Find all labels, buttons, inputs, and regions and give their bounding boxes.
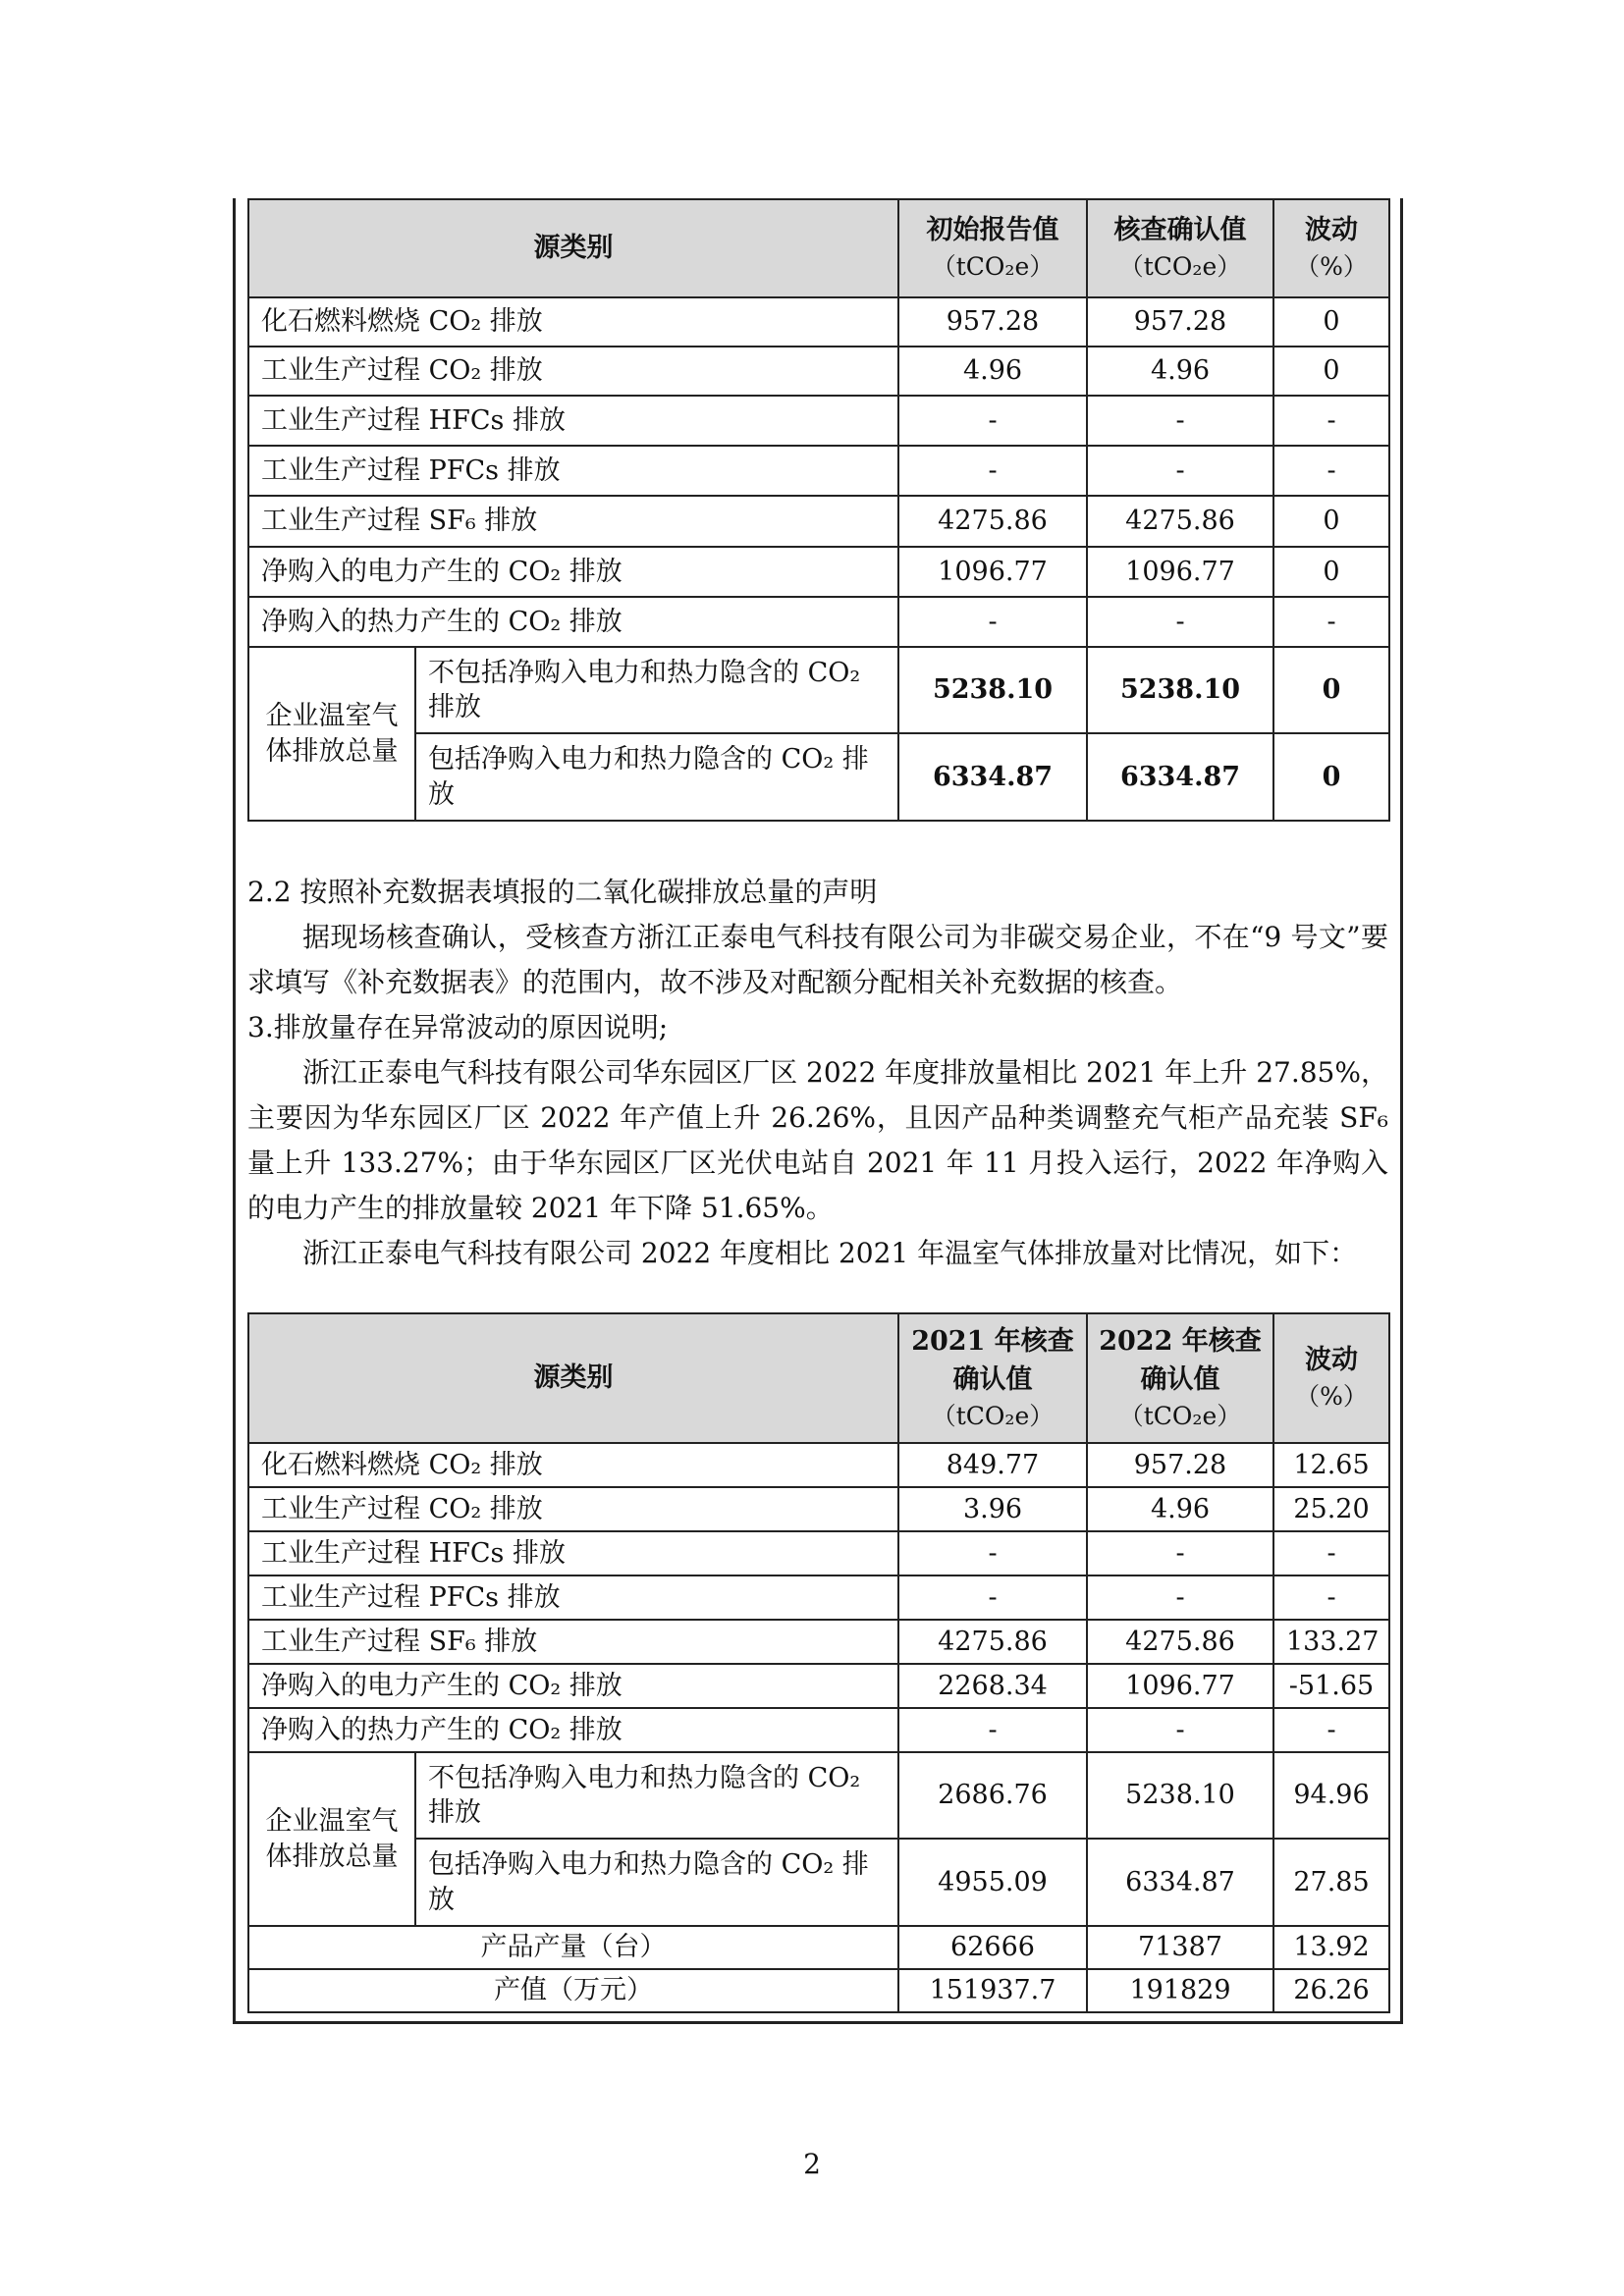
row-label: 产值（万元） (248, 1969, 898, 2012)
row-label: 工业生产过程 PFCs 排放 (248, 446, 898, 496)
table-row (248, 297, 1389, 347)
header-source: 源类别 (248, 1313, 898, 1443)
table-row (248, 547, 1389, 597)
cell-value: - (1273, 1708, 1389, 1752)
row-label: 工业生产过程 HFCs 排放 (248, 1531, 898, 1575)
row-label: 工业生产过程 CO₂ 排放 (248, 1487, 898, 1531)
table-row (248, 1531, 1389, 1575)
cell-value: 12.65 (1273, 1443, 1389, 1487)
cell-value: - (898, 1575, 1087, 1620)
header-verified: 核查确认值 （tCO₂e） (1087, 199, 1273, 297)
cell-value: 3.96 (898, 1487, 1087, 1531)
cell-value: 71387 (1087, 1926, 1273, 1969)
table-header-row (248, 1313, 1389, 1443)
row-label: 不包括净购入电力和热力隐含的 CO₂ 排放 (415, 647, 898, 733)
header-fluctuation: 波动 （%） (1273, 199, 1389, 297)
table-row (248, 597, 1389, 647)
table-header-row (248, 199, 1389, 297)
row-label: 净购入的热力产生的 CO₂ 排放 (248, 597, 898, 647)
cell-value: 6334.87 (1087, 733, 1273, 821)
cell-value: 0 (1273, 496, 1389, 547)
table-total-row (248, 647, 1389, 733)
section-heading-2-2: 2.2 按照补充数据表填报的二氧化碳排放总量的声明 (247, 876, 878, 908)
cell-value: -51.65 (1273, 1664, 1389, 1708)
cell-value: 5238.10 (898, 647, 1087, 733)
cell-value: 191829 (1087, 1969, 1273, 2012)
cell-value: 0 (1273, 297, 1389, 347)
cell-value: - (898, 396, 1087, 446)
total-group-label: 企业温室气体排放总量 (248, 647, 415, 821)
cell-value: - (898, 1708, 1087, 1752)
cell-value: - (1087, 597, 1273, 647)
body-text (247, 870, 1388, 1276)
cell-value: 5238.10 (1087, 647, 1273, 733)
cell-value: 4.96 (1087, 347, 1273, 396)
cell-value: - (1087, 396, 1273, 446)
paragraph-2-2: 据现场核查确认，受核查方浙江正泰电气科技有限公司为非碳交易企业，不在“9 号文”要求填写《补充数据表》的范围内，故不涉及对配额分配相关补充数据的核查。 (247, 921, 1388, 998)
row-label: 工业生产过程 SF₆ 排放 (248, 1620, 898, 1664)
cell-value: 2268.34 (898, 1664, 1087, 1708)
header-source: 源类别 (248, 199, 898, 297)
row-label: 产品产量（台） (248, 1926, 898, 1969)
row-label: 净购入的电力产生的 CO₂ 排放 (248, 1664, 898, 1708)
cell-value: - (1087, 1575, 1273, 1620)
cell-value: 4.96 (1087, 1487, 1273, 1531)
cell-value: - (898, 597, 1087, 647)
cell-value: 0 (1273, 647, 1389, 733)
table-total-row (248, 1839, 1389, 1926)
table-total-row (248, 1752, 1389, 1839)
row-label: 工业生产过程 PFCs 排放 (248, 1575, 898, 1620)
total-group-label: 企业温室气体排放总量 (248, 1752, 415, 1926)
cell-value: - (898, 1531, 1087, 1575)
cell-value: - (1273, 1531, 1389, 1575)
row-label: 包括净购入电力和热力隐含的 CO₂ 排放 (415, 733, 898, 821)
section-heading-3: 3.排放量存在异常波动的原因说明; (247, 1011, 669, 1043)
table-row (248, 1443, 1389, 1487)
row-label: 化石燃料燃烧 CO₂ 排放 (248, 297, 898, 347)
cell-value: 13.92 (1273, 1926, 1389, 1969)
cell-value: - (1087, 1531, 1273, 1575)
cell-value: 26.26 (1273, 1969, 1389, 2012)
cell-value: 849.77 (898, 1443, 1087, 1487)
cell-value: 0 (1273, 347, 1389, 396)
row-label: 净购入的热力产生的 CO₂ 排放 (248, 1708, 898, 1752)
table-row (248, 496, 1389, 547)
row-label: 净购入的电力产生的 CO₂ 排放 (248, 547, 898, 597)
row-label: 工业生产过程 SF₆ 排放 (248, 496, 898, 547)
cell-value: - (1273, 446, 1389, 496)
cell-value: 4275.86 (898, 496, 1087, 547)
cell-value: - (1273, 396, 1389, 446)
cell-value: 957.28 (898, 297, 1087, 347)
table-row-output-value (248, 1969, 1389, 2012)
emission-table-initial-vs-verified (247, 198, 1390, 822)
row-label: 不包括净购入电力和热力隐含的 CO₂ 排放 (415, 1752, 898, 1839)
paragraph-comparison-intro: 浙江正泰电气科技有限公司 2022 年度相比 2021 年温室气体排放量对比情况，如下： (302, 1237, 1358, 1269)
table-row (248, 347, 1389, 396)
cell-value: 5238.10 (1087, 1752, 1273, 1839)
cell-value: 4.96 (898, 347, 1087, 396)
cell-value: - (1087, 1708, 1273, 1752)
paragraph-3: 浙江正泰电气科技有限公司华东园区厂区 2022 年度排放量相比 2021 年上升 27.85%，主要因为华东园区厂区 2022 年产值上升 26.26%，且因产品种类调整充气柜产品充装 SF₆ 量上升 133.27%；由于华东园区厂区光伏电站自 2021 年 11 月投入运行，2022 年净购入的电力产生的排放量较 2021 年下降 51.65%。 (247, 1056, 1388, 1224)
table-row (248, 446, 1389, 496)
cell-value: 151937.7 (898, 1969, 1087, 2012)
row-label: 化石燃料燃烧 CO₂ 排放 (248, 1443, 898, 1487)
table-row (248, 396, 1389, 446)
cell-value: 957.28 (1087, 297, 1273, 347)
cell-value: 2686.76 (898, 1752, 1087, 1839)
table-row (248, 1664, 1389, 1708)
header-2021-verified: 2021 年核查确认值 （tCO₂e） (898, 1313, 1087, 1443)
table-row (248, 1487, 1389, 1531)
cell-value: 25.20 (1273, 1487, 1389, 1531)
table-row-product-output (248, 1926, 1389, 1969)
header-2022-verified: 2022 年核查确认值 （tCO₂e） (1087, 1313, 1273, 1443)
cell-value: 27.85 (1273, 1839, 1389, 1926)
emission-table-2021-vs-2022 (247, 1312, 1390, 2013)
cell-value: - (898, 446, 1087, 496)
cell-value: - (1087, 446, 1273, 496)
cell-value: 1096.77 (1087, 547, 1273, 597)
cell-value: - (1273, 597, 1389, 647)
table-row (248, 1708, 1389, 1752)
cell-value: 62666 (898, 1926, 1087, 1969)
table-row (248, 1575, 1389, 1620)
header-fluctuation: 波动 （%） (1273, 1313, 1389, 1443)
cell-value: 6334.87 (898, 733, 1087, 821)
cell-value: 6334.87 (1087, 1839, 1273, 1926)
cell-value: 4275.86 (1087, 496, 1273, 547)
row-label: 包括净购入电力和热力隐含的 CO₂ 排放 (415, 1839, 898, 1926)
table-row (248, 1620, 1389, 1664)
cell-value: 957.28 (1087, 1443, 1273, 1487)
header-initial-report: 初始报告值 （tCO₂e） (898, 199, 1087, 297)
cell-value: 0 (1273, 733, 1389, 821)
cell-value: 94.96 (1273, 1752, 1389, 1839)
cell-value: 4955.09 (898, 1839, 1087, 1926)
cell-value: 4275.86 (898, 1620, 1087, 1664)
page-number: 2 (803, 2148, 821, 2180)
cell-value: 1096.77 (1087, 1664, 1273, 1708)
row-label: 工业生产过程 CO₂ 排放 (248, 347, 898, 396)
row-label: 工业生产过程 HFCs 排放 (248, 396, 898, 446)
cell-value: 4275.86 (1087, 1620, 1273, 1664)
cell-value: 133.27 (1273, 1620, 1389, 1664)
cell-value: 0 (1273, 547, 1389, 597)
table-total-row (248, 733, 1389, 821)
cell-value: 1096.77 (898, 547, 1087, 597)
cell-value: - (1273, 1575, 1389, 1620)
